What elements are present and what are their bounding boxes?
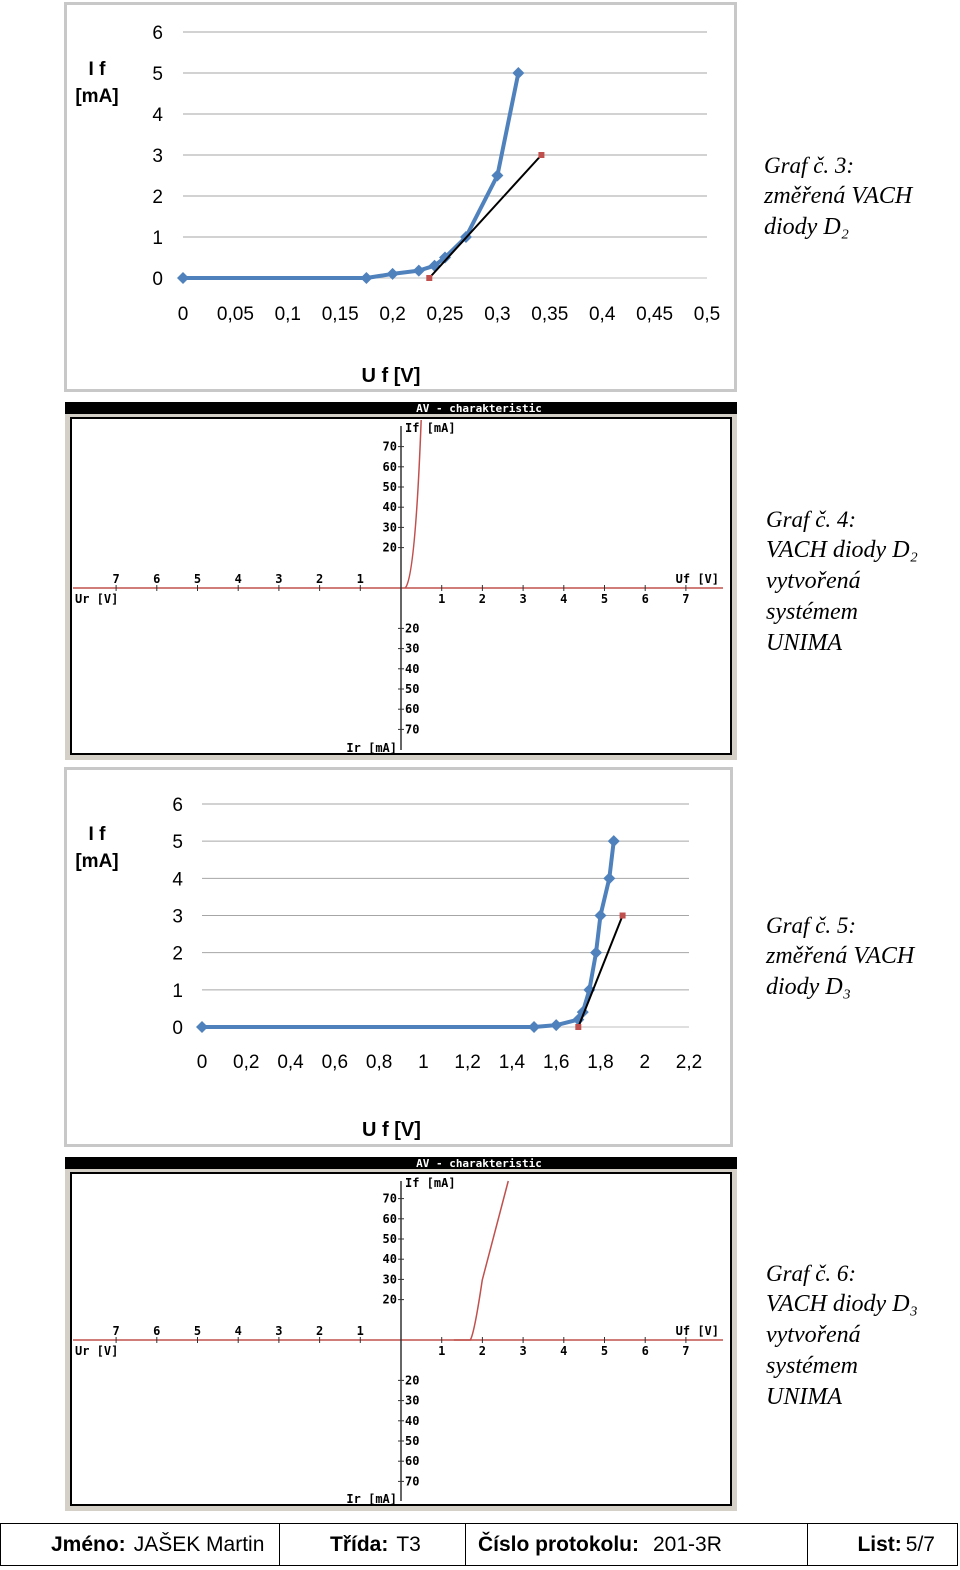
y-tick-label: 30: [382, 520, 397, 535]
caption-title: Graf č. 3:: [764, 153, 855, 178]
y-tick-label: 40: [382, 1252, 397, 1267]
x-tick-label: 3: [519, 592, 527, 606]
x-tick-label: 3: [275, 1324, 283, 1338]
caption-title: Graf č. 5:: [766, 913, 857, 938]
y-tick-label: 70: [405, 722, 420, 737]
footer-sheet-cell: [808, 1524, 957, 1565]
x-tick-label: 4: [560, 1344, 568, 1358]
sheet-label: List:: [857, 1532, 902, 1556]
chart-graf-3: [64, 2, 737, 392]
measured-series-line: [202, 841, 614, 1027]
x-tick-label: 0,4: [277, 1052, 304, 1073]
y-tick-label: 70: [382, 439, 397, 454]
data-point-marker: [512, 67, 524, 79]
data-point-marker: [608, 835, 620, 847]
x-tick-label: 0,6: [321, 1052, 349, 1073]
tangent-endpoint-marker: [575, 1024, 581, 1030]
x-tick-label: 1: [356, 1324, 364, 1338]
x-tick-label: 1: [438, 592, 446, 606]
y-tick-label: 20: [382, 540, 397, 555]
caption-graf-3: [764, 150, 912, 243]
x-tick-label: 0,05: [216, 304, 254, 325]
protocol-label: Číslo protokolu:: [478, 1532, 639, 1556]
caption-line: systémem: [766, 599, 858, 625]
x-tick-label: 5: [600, 1344, 609, 1358]
data-point-marker: [528, 1021, 540, 1033]
y-tick-label: 30: [382, 1272, 397, 1287]
x-tick-label: 1,4: [498, 1052, 526, 1073]
title-bar: [65, 402, 737, 414]
y-tick-label: 2: [152, 187, 163, 208]
x-tick-label: 4: [560, 592, 568, 606]
x-tick-label: 2: [478, 1344, 487, 1358]
x-tick-label: 2: [639, 1052, 651, 1073]
x-tick-label: 0: [177, 304, 189, 325]
y-tick-label: 0: [172, 1018, 183, 1039]
footer-protocol-cell: [466, 1524, 808, 1565]
tangent-endpoint-marker: [426, 275, 432, 281]
sheet-value: 5/7: [905, 1532, 935, 1556]
title-bar: [65, 1157, 737, 1169]
unima-graf-6: [65, 1157, 737, 1511]
chart-graf-5: [64, 767, 733, 1147]
name-value: JAŠEK Martin: [133, 1532, 265, 1556]
if-axis-label: If [mA]: [405, 1176, 456, 1190]
x-tick-label: 7: [682, 592, 690, 606]
uf-axis-label: Uf [V]: [675, 572, 719, 586]
x-tick-label: 0,5: [693, 304, 721, 325]
data-point-marker: [594, 910, 606, 922]
y-tick-label: 2: [172, 943, 183, 965]
class-label: Třída:: [330, 1532, 389, 1556]
ir-axis-label: Ir [mA]: [346, 741, 397, 755]
x-tick-label: 0,25: [426, 304, 464, 325]
caption-graf-4: [766, 504, 918, 659]
x-tick-label: 2: [315, 572, 324, 586]
y-tick-label: 3: [172, 906, 183, 928]
class-value: T3: [396, 1532, 421, 1556]
x-tick-label: 0: [196, 1052, 208, 1073]
y-tick-label: 70: [382, 1191, 397, 1206]
if-axis-label: If [mA]: [405, 421, 456, 435]
footer-class-cell: [280, 1524, 466, 1565]
ur-axis-label: Ur [V]: [75, 592, 119, 606]
protocol-value: 201-3R: [653, 1532, 722, 1556]
caption-line: změřená VACH: [764, 183, 913, 209]
y-tick-label: 50: [405, 1434, 420, 1448]
x-tick-label: 6: [641, 592, 649, 606]
data-point-marker: [196, 1021, 208, 1033]
caption-line: UNIMA: [766, 1384, 842, 1410]
footer-name-cell: [1, 1524, 280, 1565]
y-tick-label: 0: [152, 269, 163, 290]
ir-axis-label: Ir [mA]: [346, 1492, 397, 1506]
caption-line: VACH diody D₂: [766, 537, 918, 563]
x-tick-label: 4: [234, 572, 242, 586]
data-point-marker: [413, 265, 425, 277]
y-tick-label: 30: [405, 1393, 420, 1408]
x-tick-label: 0,3: [484, 304, 511, 325]
x-tick-label: 5: [600, 592, 609, 606]
y-tick-label: 4: [152, 105, 163, 126]
y-tick-label: 6: [152, 23, 163, 44]
x-tick-label: 1,2: [454, 1052, 481, 1073]
unima-graf-4: [65, 402, 737, 760]
y-axis-label: [mA]: [75, 86, 119, 107]
x-tick-label: 0,45: [636, 304, 674, 325]
data-point-marker: [603, 872, 615, 884]
y-tick-label: 6: [172, 795, 183, 816]
y-tick-label: 1: [172, 980, 183, 1002]
y-tick-label: 20: [382, 1292, 397, 1307]
y-tick-label: 60: [382, 1211, 397, 1226]
x-tick-label: 0,35: [531, 304, 569, 325]
caption-line: vytvořená: [766, 1322, 861, 1348]
caption-line: změřená VACH: [766, 943, 915, 969]
y-tick-label: 50: [382, 480, 397, 494]
x-tick-label: 1: [438, 1344, 446, 1358]
caption-graf-5: [766, 910, 914, 1003]
x-tick-label: 6: [153, 572, 161, 586]
x-tick-label: 6: [641, 1344, 649, 1358]
name-label: Jméno:: [51, 1532, 126, 1556]
caption-line: vytvořená: [766, 568, 861, 594]
window-title: AV - charakteristic: [416, 1157, 542, 1170]
x-tick-label: 1,8: [587, 1052, 614, 1073]
tangent-endpoint-marker: [538, 152, 544, 158]
data-point-marker: [550, 1019, 562, 1031]
y-tick-label: 20: [405, 1373, 420, 1388]
uf-axis-label: Uf [V]: [675, 1324, 719, 1338]
window-title: AV - charakteristic: [416, 402, 542, 415]
unima-plot-d2: [65, 402, 737, 760]
x-tick-label: 1: [356, 572, 364, 586]
x-tick-label: 7: [112, 572, 120, 586]
y-axis-label: I f: [88, 824, 106, 845]
tangent-line: [429, 155, 541, 278]
y-tick-label: 5: [152, 64, 163, 85]
ur-axis-label: Ur [V]: [75, 1344, 119, 1358]
y-tick-label: 1: [152, 228, 163, 249]
x-tick-label: 5: [193, 572, 202, 586]
caption-line: systémem: [766, 1353, 858, 1379]
y-tick-label: 30: [405, 641, 420, 656]
x-tick-label: 7: [112, 1324, 120, 1338]
x-tick-label: 0,4: [588, 304, 616, 325]
caption-title: Graf č. 6:: [766, 1261, 857, 1286]
caption-title: Graf č. 4:: [766, 507, 857, 532]
protocol-footer: [0, 1523, 958, 1566]
x-tick-label: 3: [275, 572, 283, 586]
y-tick-label: 5: [172, 832, 183, 854]
x-tick-label: 0,2: [233, 1052, 260, 1073]
y-tick-label: 60: [405, 702, 420, 717]
caption-line: diody D₂: [764, 214, 849, 240]
measured-series-line: [183, 73, 518, 278]
x-tick-label: 0,8: [365, 1052, 393, 1073]
data-point-marker: [590, 947, 602, 959]
data-point-marker: [177, 272, 189, 284]
y-tick-label: 40: [382, 500, 397, 515]
y-axis-label: [mA]: [75, 851, 119, 872]
y-tick-label: 20: [405, 621, 420, 636]
data-point-marker: [360, 272, 372, 284]
x-tick-label: 2: [478, 592, 487, 606]
caption-line: VACH diody D₃: [766, 1291, 918, 1317]
vach-chart-d2: [67, 5, 734, 389]
x-tick-label: 2,2: [675, 1052, 703, 1073]
y-tick-label: 70: [405, 1474, 420, 1489]
x-tick-label: 0,2: [379, 304, 406, 325]
unima-plot-d3: [65, 1157, 737, 1511]
y-tick-label: 40: [405, 661, 420, 676]
x-axis-title: U f [V]: [361, 365, 421, 387]
y-tick-label: 60: [382, 459, 397, 474]
tangent-endpoint-marker: [620, 913, 626, 919]
y-tick-label: 40: [405, 1413, 420, 1428]
x-tick-label: 3: [519, 1344, 527, 1358]
x-tick-label: 7: [682, 1344, 690, 1358]
x-tick-label: 0,15: [321, 304, 359, 325]
x-tick-label: 1: [418, 1052, 429, 1073]
y-tick-label: 4: [172, 869, 183, 891]
y-tick-label: 50: [405, 682, 420, 696]
vach-chart-d3: [67, 770, 730, 1144]
x-tick-label: 1,6: [542, 1052, 570, 1073]
y-tick-label: 3: [152, 146, 163, 167]
y-tick-label: 50: [382, 1232, 397, 1246]
x-tick-label: 2: [315, 1324, 324, 1338]
caption-line: UNIMA: [766, 630, 842, 656]
x-tick-label: 0,1: [274, 304, 302, 325]
x-axis-title: U f [V]: [362, 1119, 421, 1141]
caption-line: diody D₃: [766, 974, 851, 1000]
x-tick-label: 4: [234, 1324, 242, 1338]
x-tick-label: 6: [153, 1324, 161, 1338]
y-tick-label: 60: [405, 1454, 420, 1469]
x-tick-label: 5: [193, 1324, 202, 1338]
caption-graf-6: [766, 1258, 918, 1413]
y-axis-label: I f: [88, 59, 106, 80]
